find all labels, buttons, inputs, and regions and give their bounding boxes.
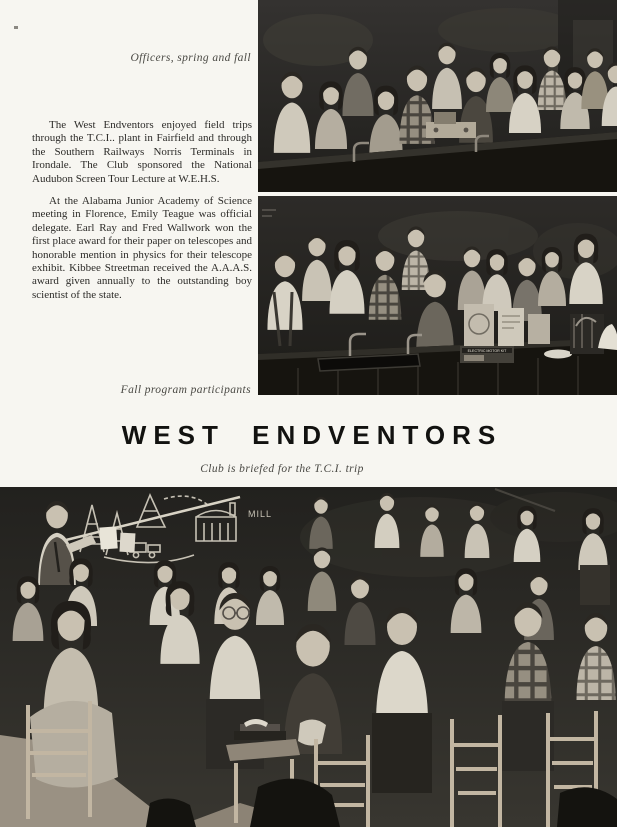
kit-box-label: ELECTRIC MOTOR KIT <box>467 349 507 354</box>
paragraph-academy: At the Alabama Junior Academy of Science meeting in Florence, Emily Teague was official delegate. Earl Ray and Fred Wallwork won the first place award for their paper on telescopes and honorable mention in physics for their telescope exhibit. Kibbee Streetman received the A.A.A.S. award given annually to the outstanding boy scientist of the state. <box>32 195 252 301</box>
caption-fall-program: Fall program participants <box>120 384 251 396</box>
photo-officers-lab-bench <box>258 0 617 192</box>
scan-speck <box>14 26 18 29</box>
photo-club-briefing-classroom <box>0 487 617 827</box>
caption-tci-trip: Club is briefed for the T.C.I. trip <box>200 463 364 475</box>
page-title: WEST ENDVENTORS <box>121 420 503 450</box>
caption-officers: Officers, spring and fall <box>130 52 251 64</box>
chalkboard-mill-label: MILL <box>248 509 273 519</box>
front-trousers-2 <box>372 713 432 793</box>
electric-motor-kit-box <box>460 346 514 363</box>
paragraph-field-trips: The West Endventors enjoyed field trips through the T.C.I.. plant in Fairfield and through the Southern Railways Norris Terminals in Irondale. The Club sponsored the National Audubon Screen Tour Lecture at W.E.H.S. <box>32 119 252 185</box>
photo-fall-program-sink-bench <box>258 196 617 395</box>
hand <box>298 719 326 745</box>
body-text-block <box>32 119 252 311</box>
teacher-skirt <box>580 565 610 605</box>
plate <box>544 350 572 359</box>
